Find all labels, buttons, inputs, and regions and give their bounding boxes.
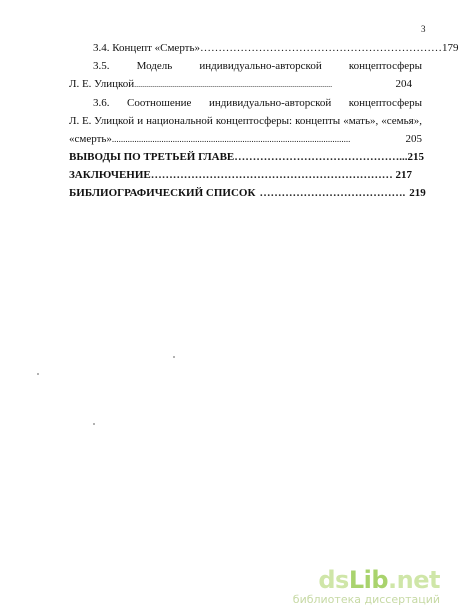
toc-leader-dots: …………………………………………………………	[150, 169, 393, 181]
toc-entry-conclusion	[69, 168, 412, 182]
toc-word: «мать»,	[343, 115, 379, 127]
toc-leader-dots: ..........................................................................................................	[111, 134, 351, 144]
toc-entry-label: Л. Е. Улицкой	[69, 78, 135, 90]
toc-page-number: 179	[442, 42, 459, 54]
toc-entry-label: БИБЛИОГРАФИЧЕСКИЙ СПИСОК	[69, 187, 256, 199]
toc-word: концептосферы:	[215, 115, 293, 127]
toc-page-number: 205	[405, 133, 422, 145]
toc-word: концепты	[295, 115, 341, 127]
toc-entry-bibliography	[69, 186, 426, 200]
toc-entry-3-6-line1	[93, 96, 422, 110]
toc-word: Соотношение	[127, 97, 192, 109]
toc-entry-3-6-line3	[69, 132, 422, 146]
toc-page-number: 219	[409, 187, 426, 199]
toc-word: 3.5.	[93, 60, 110, 72]
toc-leader-dots: …………………………………………………………	[200, 42, 442, 54]
toc-page-number: 217	[395, 169, 412, 181]
dslib-logo: dsLib.net	[318, 566, 440, 594]
toc-word: концептосферы	[348, 97, 422, 109]
toc-page-number: 215	[407, 151, 425, 163]
scan-speck	[93, 423, 95, 425]
toc-entry-3-5-line2	[69, 77, 412, 92]
toc-entry-label: «смерть»	[69, 133, 112, 145]
toc-entry-label: ВЫВОДЫ ПО ТРЕТЬЕЙ ГЛАВЕ	[69, 151, 235, 163]
toc-word: индивидуально-авторской	[199, 60, 322, 72]
scan-speck	[173, 356, 175, 358]
toc-word: 3.6.	[93, 97, 110, 109]
toc-word: индивидуально-авторской	[208, 97, 332, 109]
toc-entry-3-6-line2	[69, 114, 422, 128]
toc-entry-3-5-line1	[93, 59, 422, 73]
toc-entry-3-4	[93, 41, 459, 55]
toc-leader-dots: ………………………………………...	[234, 151, 408, 163]
toc-word: Модель	[136, 60, 173, 72]
toc-entry-label: 3.4. Концепт «Смерть»	[93, 42, 200, 54]
watermark-subtitle: библиотека диссертаций	[292, 593, 440, 606]
toc-word: и	[137, 115, 144, 127]
toc-leader-dots: ...................................................................................................	[134, 80, 333, 89]
toc-leader-dots: ………………………………….	[259, 187, 406, 199]
scan-speck	[37, 373, 39, 375]
toc-word: Л. Е. Улицкой	[69, 115, 135, 127]
toc-word: «семья»,	[381, 115, 422, 127]
toc-entry-label: ЗАКЛЮЧЕНИЕ	[69, 169, 151, 181]
toc-word: национальной	[146, 115, 213, 127]
toc-entry-conclusions-chapter-3	[69, 150, 425, 164]
toc-word: концептосферы	[348, 60, 422, 72]
dslib-watermark	[293, 567, 440, 606]
toc-page-number: 204	[395, 78, 412, 90]
page-number: 3	[421, 24, 426, 34]
